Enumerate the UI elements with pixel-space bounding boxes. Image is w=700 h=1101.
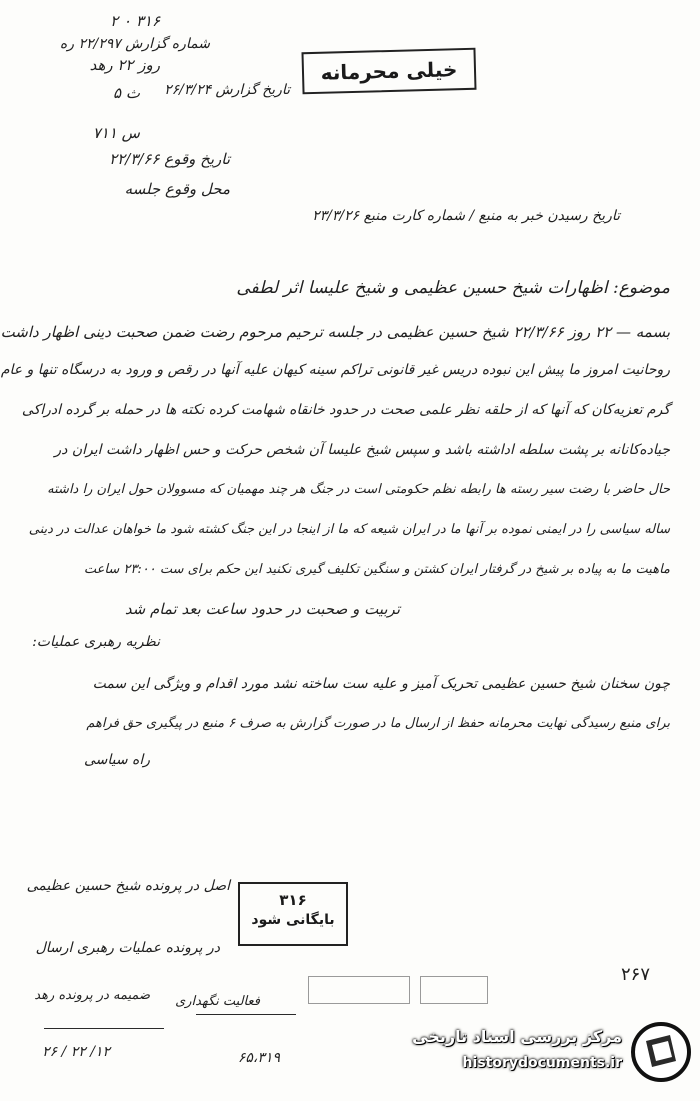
header-line-5: تاریخ وقوع ۲۲/۳/۶۶ bbox=[109, 150, 230, 168]
header-line-6: محل وقوع جلسه bbox=[124, 180, 230, 198]
archive-logo-icon bbox=[630, 1021, 692, 1083]
body-line: ماهیت ما به پیاده بر شیخ در گرفتار ایران کشتن و سنگین تکلیف گیری نکنید این حکم برای ست ۲۳:۰۰ ساعت bbox=[83, 562, 670, 577]
body-line: تربیت و صحبت در حدود ساعت بعد تمام شد bbox=[124, 600, 400, 618]
watermark bbox=[402, 1013, 692, 1093]
archive-stamp-number: ۳۱۶ bbox=[279, 891, 307, 909]
signature-mid-number: ۶۵،۳۱۹ bbox=[237, 1050, 280, 1066]
signature-left-date: ۱۲/ ۲۲ / ۲۶ bbox=[42, 1044, 110, 1060]
body-line: حال حاضر با رضت سیر رسته ها رابطه نظم حکومتی است در جنگ هر چند مهمیان که مسوولان حول ایران را داشته bbox=[47, 482, 670, 497]
watermark-name: مرکز بررسی اسناد تاریخی bbox=[412, 1027, 622, 1046]
faint-box-2 bbox=[420, 976, 488, 1004]
body-line: گرم تعزیه‌کان که آنها که از حلقه نظر علمی صحت در حدود خانقاه شهامت کرده نکته ها در حمله بر گرده ادراکی bbox=[21, 402, 670, 418]
body-line: برای منبع رسیدگی نهایت محرمانه حفظ از ارسال ما در صورت گزارش به صرف ۶ منبع در پیگیری حق فراهم bbox=[86, 716, 670, 731]
right-mark: ۲۶۷ bbox=[620, 964, 650, 985]
archive-stamp-text: بایگانی شود bbox=[251, 912, 335, 928]
copy-note-3: ضمیمه در پرونده رهد bbox=[34, 988, 150, 1003]
signature-mid-label: فعالیت نگهداری bbox=[175, 994, 260, 1009]
header-line-4: س ۷۱۱ bbox=[92, 124, 140, 142]
body-line: نظریه رهبری عملیات: bbox=[32, 634, 160, 650]
subject-line: موضوع: اظهارات شیخ حسین عظیمی و شیخ علیسا اثر لطفی bbox=[236, 278, 670, 298]
header-line-1: ۳۱۶ ۰ ۲ bbox=[110, 12, 160, 30]
body-line: راه سیاسی bbox=[83, 752, 150, 768]
report-number: شماره گزارش ۲۲/۲۹۷ ره bbox=[59, 36, 210, 52]
archive-stamp bbox=[238, 882, 348, 946]
faint-box-1 bbox=[308, 976, 410, 1004]
signature-left bbox=[44, 1028, 164, 1029]
report-date: تاریخ گزارش ۲۶/۳/۲۴ bbox=[164, 82, 290, 98]
body-line: روحانیت امروز ما پیش این نبوده دریس غیر قانونی تراکم سینه کیهان علیه آنها در رقص و ورود به درسگاه تنها و عام bbox=[0, 362, 670, 378]
body-line: ساله سیاسی را در ایمنی نموده بر آنها ما در ایران شیعه که ما از اینجا در این جنگ کشته شود ما خواهان عدالت در دینی bbox=[28, 522, 670, 537]
copy-note-1: اصل در پرونده شیخ حسین عظیمی bbox=[26, 878, 230, 894]
watermark-url: historydocuments.ir bbox=[462, 1055, 622, 1071]
header-line-2: روز ۲۲ رهد bbox=[89, 56, 160, 74]
signature-mid bbox=[196, 1014, 296, 1015]
copy-note-2: در پرونده عملیات رهبری ارسال bbox=[35, 940, 220, 956]
header-line-7: تاریخ رسیدن خبر به منبع / شماره کارت منبع ۲۳/۳/۲۶ bbox=[312, 208, 620, 224]
header-line-3: ث ۵ bbox=[113, 84, 140, 102]
body-line: چون سخنان شیخ حسین عظیمی تحریک آمیز و علیه ست ساخته نشد مورد اقدام و ویژگی این سمت bbox=[92, 676, 670, 692]
body-line: بسمه — ۲۲ روز ۲۲/۳/۶۶ شیخ حسین عظیمی در جلسه ترحیم مرحوم رضت ضمن صحبت دینی اظهار داشت bbox=[0, 323, 670, 341]
body-line: جیاده‌کانانه بر پشت سلطه اداشته باشد و سپس شیخ علیسا آن شخص حرکت و حس اظهار داشت ایران در bbox=[54, 442, 670, 458]
secret-stamp: خیلی محرمانه bbox=[301, 48, 476, 95]
